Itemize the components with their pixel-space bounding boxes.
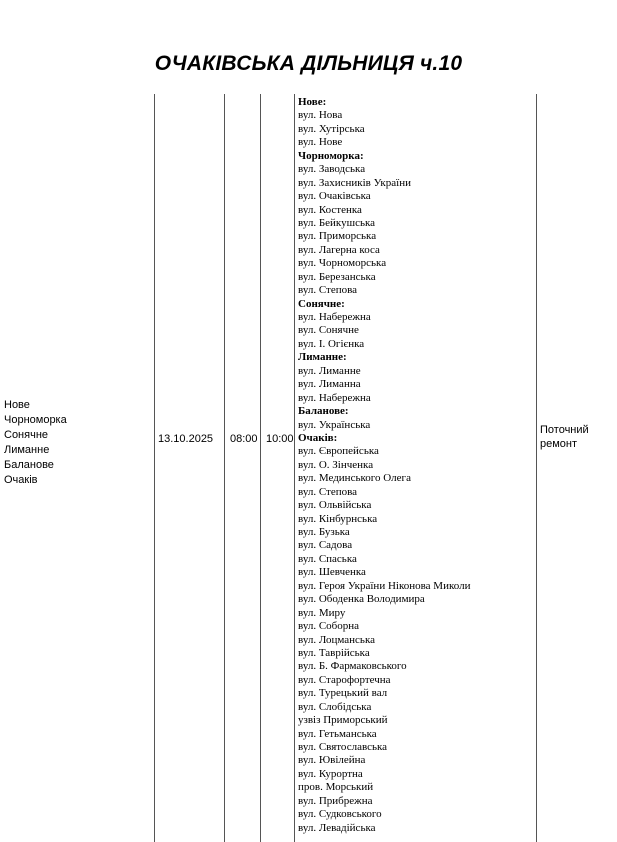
street-item: вул. Костенка [298,203,362,216]
street-item: вул. Бузька [298,526,350,538]
street-item: вул. Очаківська [298,190,371,203]
date-cell: 13.10.2025 [158,433,214,445]
street-item: вул. Заводська [298,163,366,176]
street-item: вул. Шевченка [298,566,366,579]
street-item: вул. Миру [298,606,346,619]
settlement-name: Лиманне [4,444,50,456]
street-group-header: Нове: [298,96,327,108]
street-item: вул. Ободенка Володимира [298,593,425,606]
page-title: ОЧАКІВСЬКА ДІЛЬНИЦЯ ч.10 [154,52,463,75]
street-item: вул. Нове [298,136,343,149]
street-item: вул. Українська [298,418,371,431]
street-item: узвіз Приморський [298,714,388,727]
streets-cell [298,96,534,835]
settlement-name: Нове [4,399,30,411]
reason-cell: Поточний ремонт [540,424,589,450]
street-group-header: Очаків: [298,431,338,444]
street-item: вул. Лиманна [298,378,361,391]
street-item: вул. Хутірська [298,122,365,135]
column-divider [154,94,155,842]
street-item: вул. Соборна [298,620,360,633]
column-divider [260,94,261,842]
street-item: вул. Мединського Олега [298,472,411,485]
street-item: вул. І. Огієнка [298,337,365,350]
street-item: вул. Таврійська [298,646,370,659]
street-item: вул. Гетьманська [298,727,377,740]
street-item: вул. Левадійська [298,821,376,834]
settlement-name: Чорноморка [4,414,67,426]
settlement-name: Очаків [4,474,38,486]
start-time-cell: 08:00 [230,433,258,445]
street-item: вул. О. Зінченка [298,458,374,471]
street-group-header: Сонячне: [298,297,345,310]
column-divider [224,94,225,842]
column-divider [294,94,295,842]
street-item: вул. Лиманне [298,364,361,377]
street-item: вул. Святославська [298,741,388,753]
settlement-name: Баланове [4,459,54,471]
street-item: вул. Набережна [298,391,371,404]
street-item: вул. Судковського [298,808,382,821]
street-item: вул. Сонячне [298,324,359,337]
street-item: вул. Старофортечна [298,673,391,686]
street-item: вул. Ольвійська [298,499,372,512]
street-item: вул. Турецький вал [298,687,388,700]
street-item: вул. Набережна [298,311,371,323]
street-item: вул. Нова [298,109,343,122]
street-item: пров. Морський [298,781,374,794]
street-group-header: Чорноморка: [298,149,364,162]
street-item: вул. Садова [298,539,353,552]
street-item: вул. Чорноморська [298,257,387,270]
street-group-header: Лиманне: [298,351,347,364]
end-time-cell: 10:00 [266,433,294,445]
street-item: вул. Ювілейна [298,754,366,767]
settlements-cell [4,398,152,488]
street-item: вул. Приморська [298,230,377,243]
street-item: вул. Прибрежна [298,794,373,807]
street-item: вул. Березанська [298,270,376,283]
street-item: вул. Лоцманська [298,633,376,646]
street-item: вул. Бейкушська [298,216,376,229]
column-divider [536,94,537,842]
street-item: вул. Кінбурнська [298,512,378,525]
street-item: вул. Захисників України [298,176,411,189]
street-item: вул. Спаська [298,552,357,565]
street-item: вул. Лагерна коса [298,243,380,256]
street-item: вул. Європейська [298,445,379,458]
street-group-header: Баланове: [298,405,349,418]
street-item: вул. Степова [298,284,358,297]
street-item: вул. Героя України Ніконова Миколи [298,579,471,592]
street-item: вул. Курортна [298,767,363,780]
street-item: вул. Б. Фармаковського [298,660,407,673]
settlement-name: Сонячне [4,429,49,441]
street-item: вул. Слобідська [298,700,372,713]
street-item: вул. Степова [298,485,358,498]
